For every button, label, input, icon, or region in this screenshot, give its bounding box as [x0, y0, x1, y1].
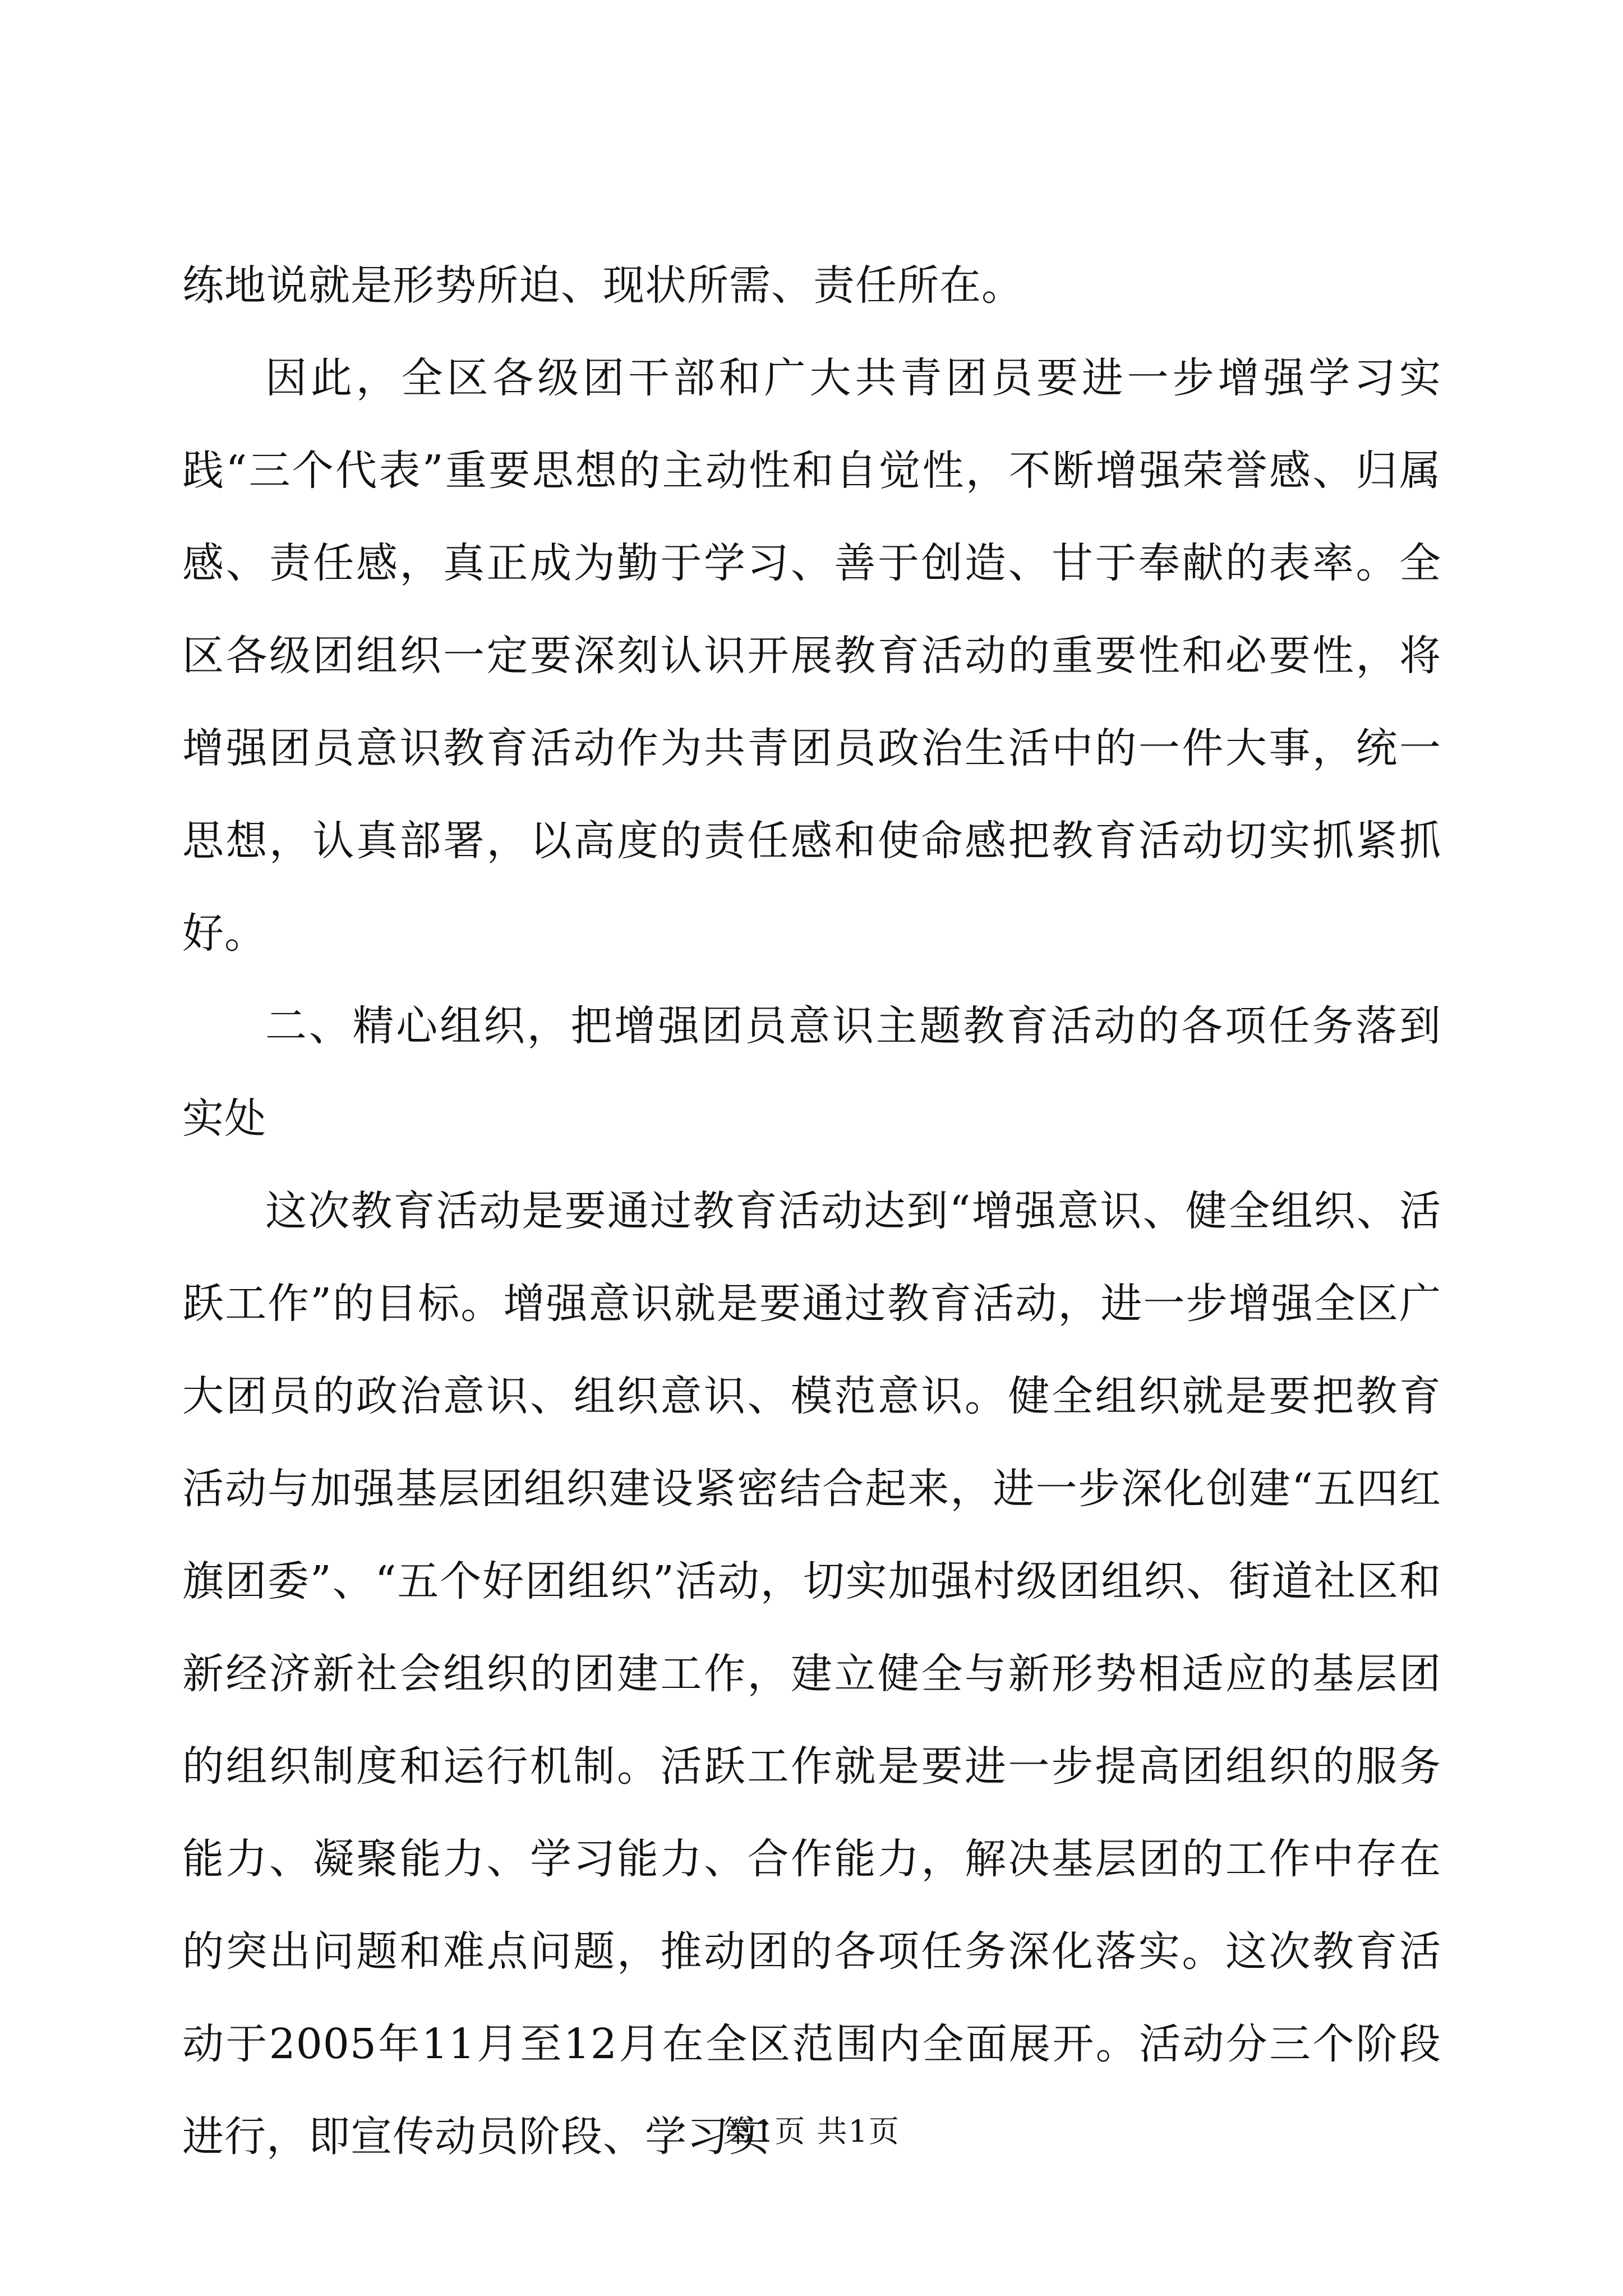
section-heading: 二、精心组织，把增强团员意识主题教育活动的各项任务落到实处	[182, 1002, 1441, 1143]
paragraph-continuation: 练地说就是形势所迫、现状所需、责任所在。	[182, 261, 1023, 310]
paragraph-therefore: 因此，全区各级团干部和广大共青团员要进一步增强学习实践“三个代表”重要思想的主动性和自觉性，不断增强荣誉感、归属感、责任感，真正成为勤于学习、善于创造、甘于奉献的表率。全区各级团组织一定要深刻认识开展教育活动的重要性和必要性，将增强团员意识教育活动作为共青团员政治生活中的一件大事，统一思想，认真部署，以高度的责任感和使命感把教育活动切实抓紧抓好。	[182, 354, 1441, 958]
page-footer: 第1页 共1页	[723, 2114, 900, 2149]
paragraph-activity: 这次教育活动是要通过教育活动达到“增强意识、健全组织、活跃工作”的目标。增强意识就是要通过教育活动，进一步增强全区广大团员的政治意识、组织意识、模范意识。健全组织就是要把教育活动与加强基层团组织建设紧密结合起来，进一步深化创建“五四红旗团委”、“五个好团组织”活动，切实加强村级团组织、街道社区和新经济新社会组织的团建工作，建立健全与新形势相适应的基层团的组织制度和运行机制。活跃工作就是要进一步提高团组织的服务能力、凝聚能力、学习能力、合作能力，解决基层团的工作中存在的突出问题和难点问题，推动团的各项任务深化落实。这次教育活动于2005年11月至12月在全区范围内全面展开。活动分三个阶段进行，即宣传动员阶段、学习实	[182, 1187, 1441, 2161]
document-body	[182, 240, 1441, 2183]
